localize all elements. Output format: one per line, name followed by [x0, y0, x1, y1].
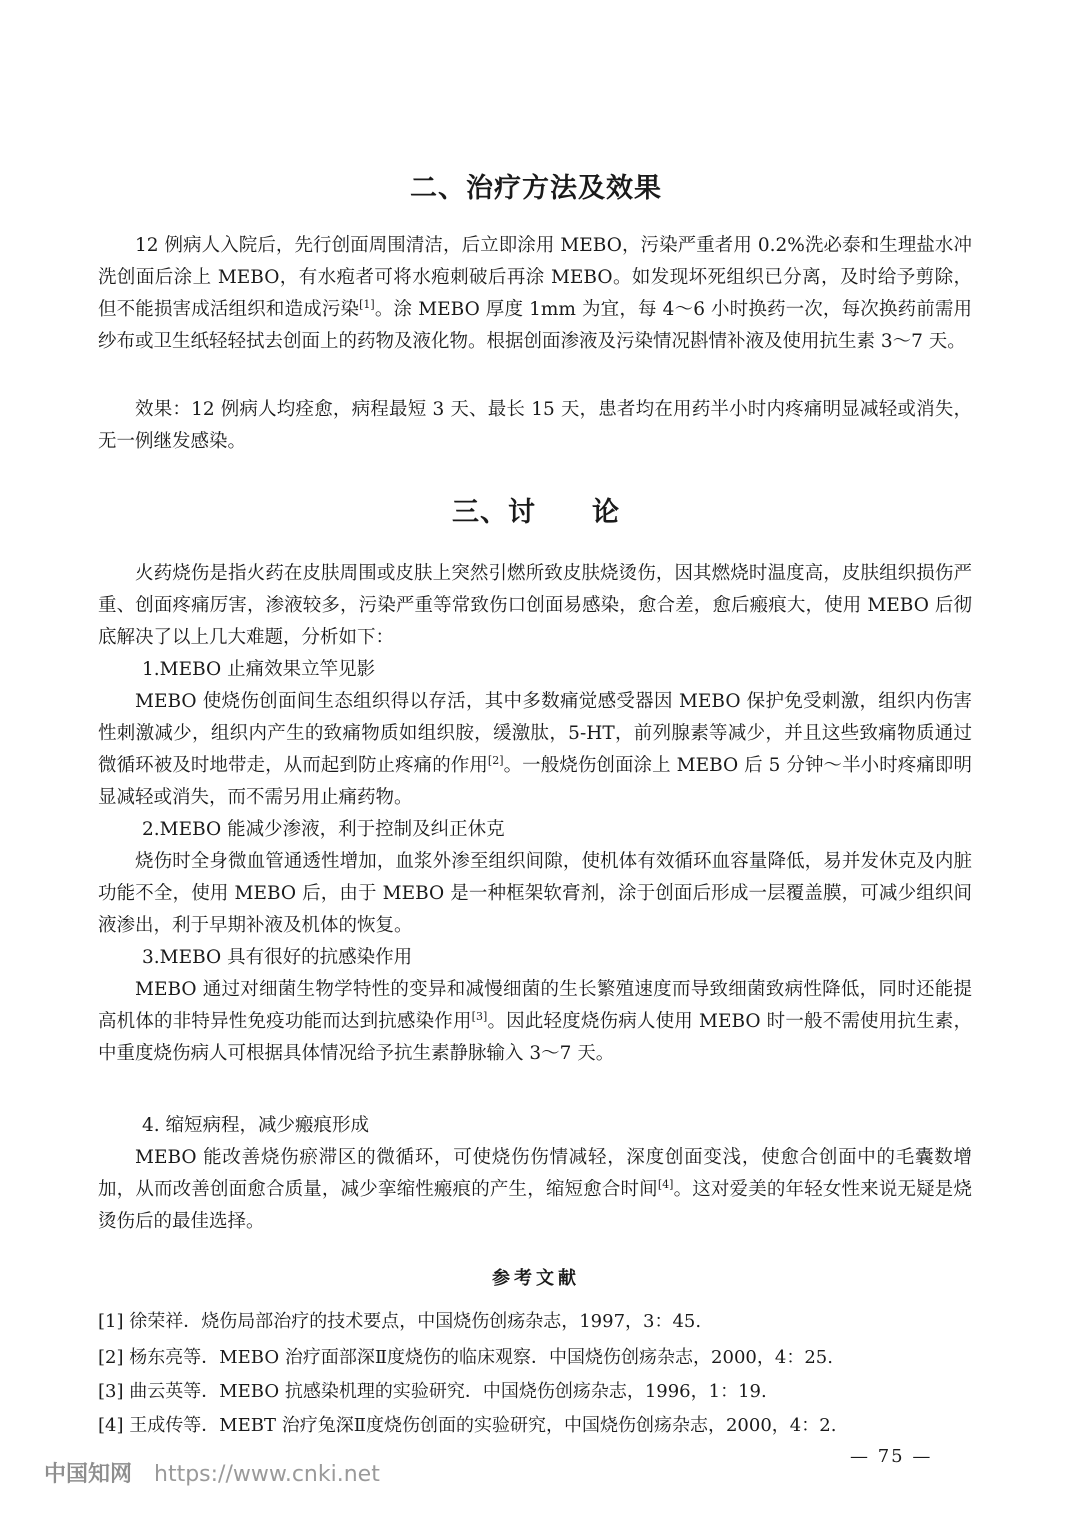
result-paragraph: 效果：12 例病人均痊愈，病程最短 3 天、最长 15 天，患者均在用药半小时内疼痛明显减轻或消失，无一例继发感染。: [98, 399, 972, 452]
discussion-intro: 火药烧伤是指火药在皮肤周围或皮肤上突然引燃所致皮肤烧烫伤，因其燃烧时温度高，皮肤组织损伤严重、创面疼痛厉害，渗液较多，污染严重等常致伤口创面易感染，愈合差，愈后瘢痕大，使用 MEBO 后彻底解决了以上几大难题，分析如下：: [98, 563, 972, 648]
subsection-text-2: 烧伤时全身微血管通透性增加，血浆外渗至组织间隙，使机体有效循环血容量降低，易并发休克及内脏功能不全，使用 MEBO 后，由于 MEBO 是一种框架软膏剂，涂于创面后形成一层覆盖膜，可减少组织间液渗出，利于早期补液及机体的恢复。: [98, 851, 972, 936]
subsection-title-4: 4. 缩短病程，减少瘢痕形成: [142, 1115, 370, 1136]
citation-4: [4]: [657, 1177, 674, 1191]
cnki-watermark: [44, 1457, 380, 1488]
subsection-title-1: 1.MEBO 止痛效果立竿见影: [142, 659, 376, 680]
subsection-text-1: MEBO 使烧伤创面间生态组织得以存活，其中多数痛觉感受器因 MEBO 保护免受刺激，组织内伤害性刺激减少，组织内产生的致痛物质如组织胺，缓激肽，5-HT，前列腺素等减少，并且这些致痛物质通过微循环被及时地带走，从而起到防止疼痛的作用[2]。一般烧伤创面涂上 MEBO 后 5 分钟～半小时疼痛即明显减轻或消失，而不需另用止痛药物。: [98, 691, 972, 808]
cnki-logo-text: 中国知网: [44, 1462, 133, 1487]
subsection-title-2: 2.MEBO 能减少渗液，利于控制及纠正休克: [142, 819, 505, 840]
subsection-title-3: 3.MEBO 具有很好的抗感染作用: [142, 947, 413, 968]
subsection-text-3: MEBO 通过对细菌生物学特性的变异和减慢细菌的生长繁殖速度而导致细菌致病性降低，同时还能提高机体的非特异性免疫功能而达到抗感染作用[3]。因此轻度烧伤病人使用 MEBO 时一般不需使用抗生素，中重度烧伤病人可根据具体情况给予抗生素静脉输入 3～7 天。: [98, 979, 972, 1064]
references-heading: 参考文献: [492, 1268, 580, 1289]
section-heading-treatment: 二、治疗方法及效果: [410, 173, 662, 204]
reference-item: [1] 徐荣祥．烧伤局部治疗的技术要点，中国烧伤创疡杂志，1997，3：45.: [98, 1311, 702, 1332]
reference-item: [3] 曲云英等．MEBO 抗感染机理的实验研究．中国烧伤创疡杂志，1996，1：19.: [98, 1381, 767, 1402]
reference-item: [2] 杨东亮等．MEBO 治疗面部深Ⅱ度烧伤的临床观察．中国烧伤创疡杂志，2000，4：25.: [98, 1347, 833, 1368]
treatment-paragraph: 12 例病人入院后，先行创面周围清洁，后立即涂用 MEBO，污染严重者用 0.2%洗必泰和生理盐水冲洗创面后涂上 MEBO，有水疱者可将水疱刺破后再涂 MEBO。如发现坏死组织已分离，及时给予剪除，但不能损害成活组织和造成污染[1]。涂 MEBO 厚度 1mm 为宜，每 4～6 小时换药一次，每次换药前需用纱布或卫生纸轻轻拭去创面上的药物及液化物。根据创面渗液及污染情况斟情补液及使用抗生素 3～7 天。: [98, 235, 972, 352]
citation-1: [1]: [359, 297, 375, 311]
cnki-url: https://www.cnki.net: [154, 1462, 380, 1487]
citation-2: [2]: [487, 753, 504, 767]
subsection-text-4: MEBO 能改善烧伤瘀滞区的微循环，可使烧伤伤情减轻，深度创面变浅，使愈合创面中的毛囊数增加，从而改善创面愈合质量，减少挛缩性瘢痕的产生，缩短愈合时间[4]。这对爱美的年轻女性来说无疑是烧烫伤后的最佳选择。: [98, 1147, 972, 1232]
page-number: — 75 —: [850, 1446, 933, 1467]
reference-item: [4] 王成传等．MEBT 治疗兔深Ⅱ度烧伤创面的实验研究，中国烧伤创疡杂志，2000，4：2.: [98, 1415, 837, 1436]
citation-3: [3]: [471, 1009, 488, 1023]
section-heading-discussion: 三、讨 论: [452, 497, 620, 528]
